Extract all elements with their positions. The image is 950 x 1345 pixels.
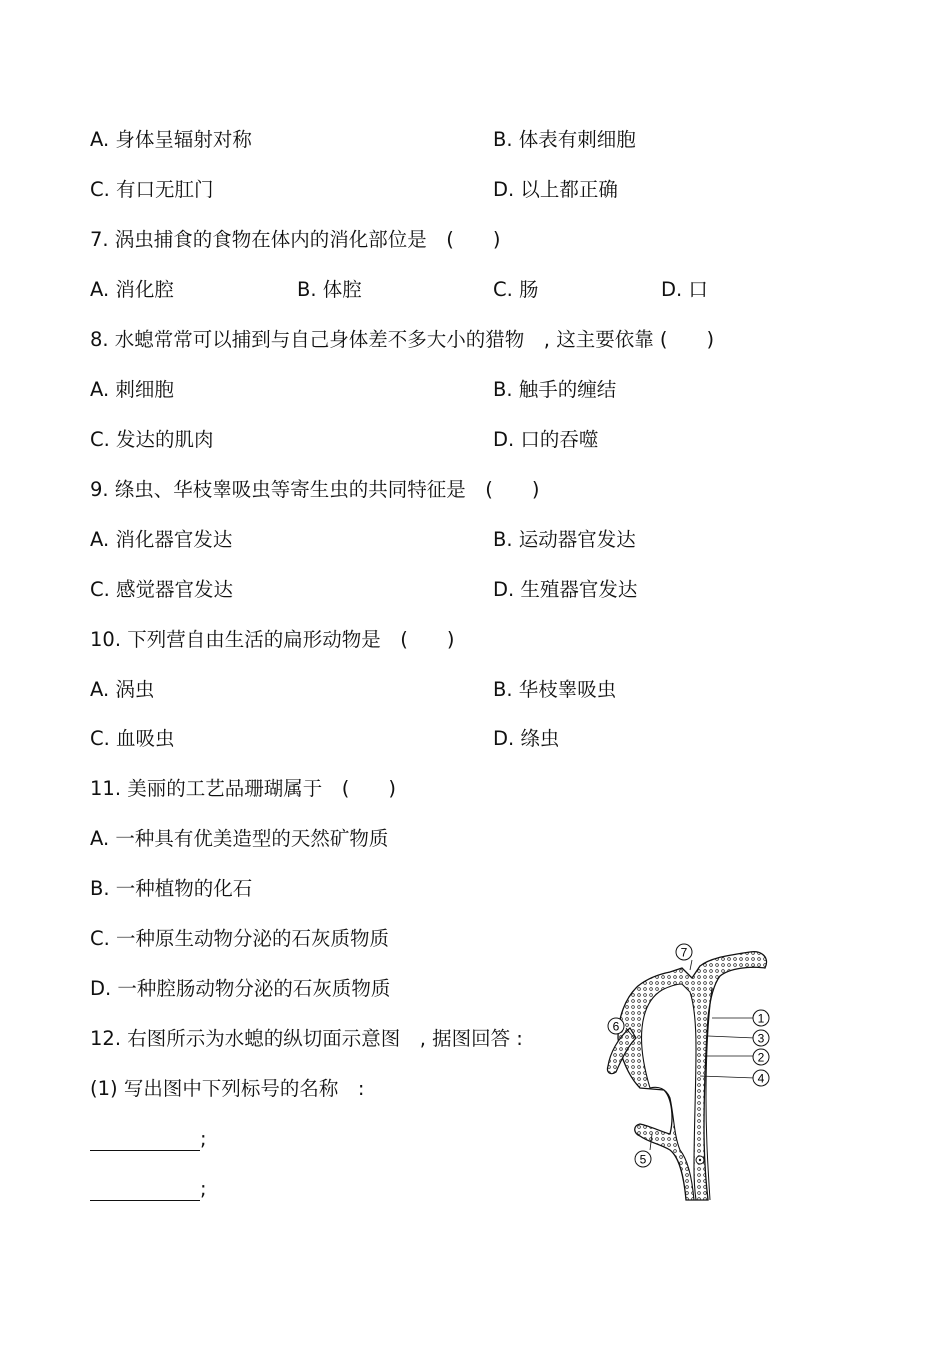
q7-stem: 7. 涡虫捕食的食物在体内的消化部位是 ( ) [90,228,501,251]
svg-text:6: 6 [612,1019,620,1034]
label-2 [753,1049,769,1065]
q10-option-c: C. 血吸虫 [90,727,175,750]
q6-option-d: D. 以上都正确 [493,178,618,201]
q8-option-d: D. 口的吞噬 [493,428,599,451]
q8-option-a: A. 刺细胞 [90,378,174,401]
q9-option-b: B. 运动器官发达 [493,528,636,551]
q9-option-c: C. 感觉器官发达 [90,578,234,601]
q6-option-c: C. 有口无肛门 [90,178,214,201]
q8-option-b: B. 触手的缠结 [493,378,617,401]
q7-option-a: A. 消化腔 [90,278,174,301]
answer-blank-1[interactable] [90,1127,207,1151]
q10-option-b: B. 华枝睾吸虫 [493,678,617,701]
q9-option-d: D. 生殖器官发达 [493,578,638,601]
q10-option-d: D. 绦虫 [493,727,560,750]
q7-option-b: B. 体腔 [297,278,362,301]
label-7 [676,944,692,960]
label-5 [635,1151,651,1167]
q7-option-d: D. 口 [661,278,708,301]
q11-option-c: C. 一种原生动物分泌的石灰质物质 [90,927,390,950]
svg-text:2: 2 [757,1050,765,1065]
cell-nucleus [699,1159,701,1161]
blank-suffix: ; [200,1177,207,1200]
hydra-section-figure [600,938,780,1204]
blank-suffix: ; [200,1127,207,1150]
q11-option-b: B. 一种植物的化石 [90,877,253,900]
q8-option-c: C. 发达的肌肉 [90,428,214,451]
svg-text:7: 7 [680,945,688,960]
gastrovascular-cavity [641,984,696,1200]
label-3 [753,1030,769,1046]
q6-option-a: A. 身体呈辐射对称 [90,128,252,151]
label-1 [753,1010,769,1026]
q11-stem: 11. 美丽的工艺品珊瑚属于 ( ) [90,777,396,800]
q10-stem: 10. 下列营自由生活的扁形动物是 ( ) [90,628,455,651]
answer-line[interactable] [90,1182,200,1201]
q8-stem: 8. 水螅常常可以捕到与自己身体差不多大小的猎物 , 这主要依靠 ( ) [90,328,715,351]
q9-option-a: A. 消化器官发达 [90,528,233,551]
q11-option-a: A. 一种具有优美造型的天然矿物质 [90,827,389,850]
svg-text:1: 1 [757,1011,765,1026]
q12-stem: 12. 右图所示为水螅的纵切面示意图 , 据图回答 : [90,1027,523,1050]
q11-option-d: D. 一种腔肠动物分泌的石灰质物质 [90,977,391,1000]
q6-option-b: B. 体表有刺细胞 [493,128,636,151]
svg-text:3: 3 [757,1031,765,1046]
q12-subquestion-1: (1) 写出图中下列标号的名称 : [90,1077,365,1100]
answer-line[interactable] [90,1132,200,1151]
answer-blank-2[interactable] [90,1177,207,1201]
q10-option-a: A. 涡虫 [90,678,155,701]
label-4 [753,1070,769,1086]
svg-text:5: 5 [639,1152,647,1167]
q9-stem: 9. 绦虫、华枝睾吸虫等寄生虫的共同特征是 ( ) [90,478,540,501]
q7-option-c: C. 肠 [493,278,539,301]
label-6 [608,1018,624,1034]
svg-text:4: 4 [757,1071,765,1086]
